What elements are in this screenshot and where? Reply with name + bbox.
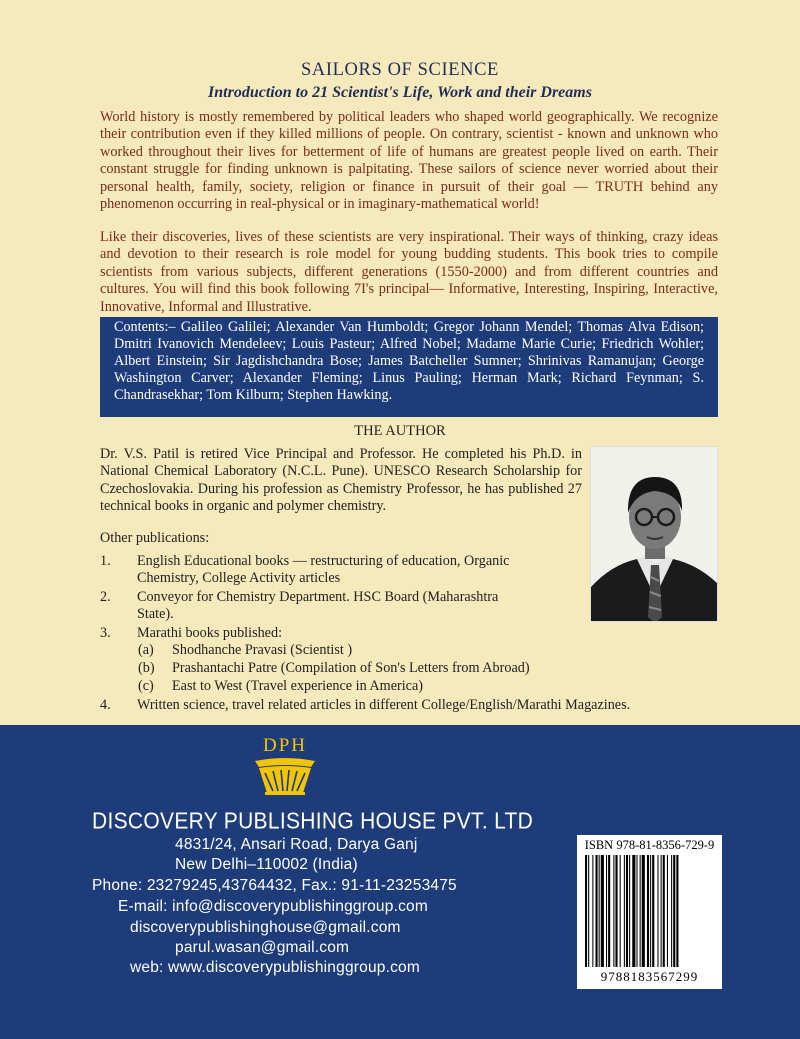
barcode-bar xyxy=(661,855,662,967)
barcode-bar xyxy=(626,855,628,967)
publication-item xyxy=(100,625,582,643)
barcode-bar xyxy=(629,855,630,967)
barcode-bar xyxy=(608,855,610,967)
publication-item xyxy=(100,589,582,625)
marathi-book-letter: (c) xyxy=(138,678,154,694)
book-stack-icon xyxy=(245,735,325,797)
publication-item xyxy=(100,553,582,589)
contents-box: Contents:– Galileo Galilei; Alexander Van Humboldt; Gregor Johann Mendel; Thomas Alva Edison; Dmitri Ivanovich Mendeleev; Louis Pasteur; Alfred Nobel; Madame Marie Curie; Friedrich Wohler; Albert Einstein; Sir Jagdishchandra Bose; James Batcheller Sumner; Shrinivas Ramanujan; George Washington Carver; Alexander Fleming; Linus Pauling; Herman Mark; Richard Feynman; S. Chandrasekhar; Tom Kilburn; Stephen Hawking. xyxy=(100,317,718,417)
barcode-bar xyxy=(652,855,654,967)
marathi-book-title: East to West (Travel experience in America) xyxy=(172,678,423,694)
barcode-bar xyxy=(640,855,641,967)
marathi-book-title: Shodhanche Pravasi (Scientist ) xyxy=(172,642,353,658)
author-bio: Dr. V.S. Patil is retired Vice Principal and Professor. He completed his Ph.D. in National Chemical Laboratory (N.C.L. Pune). UNESCO Research Scholarship for Czechoslovakia. During his profession as Chemistry Professor, he has published 27 technical books in organic and polymer chemistry. xyxy=(100,446,582,515)
barcode-bar xyxy=(606,855,607,967)
publication-text: Marathi books published: xyxy=(137,625,283,641)
barcode-bar xyxy=(615,855,617,967)
barcode-bar xyxy=(667,855,668,967)
barcode-bar xyxy=(636,855,637,967)
publication-text: English Educational books — restructuring of education, Organic Chemistry, College Activity articles xyxy=(137,553,510,587)
barcode-bar xyxy=(599,855,600,967)
publisher-email: E-mail: info@discoverypublishinggroup.com xyxy=(118,898,428,915)
barcode-bar xyxy=(624,855,625,967)
book-title: SAILORS OF SCIENCE xyxy=(301,60,499,80)
publication-number: 2. xyxy=(100,589,111,605)
marathi-book-letter: (a) xyxy=(138,642,154,658)
barcode-bar xyxy=(650,855,651,967)
barcode-bar xyxy=(592,855,593,967)
barcode-bar xyxy=(673,855,675,967)
barcode-bar xyxy=(601,855,604,967)
isbn-label: ISBN 978-81-8356-729-9 xyxy=(584,838,715,852)
publisher-name: DISCOVERY PUBLISHING HOUSE PVT. LTD xyxy=(92,809,534,834)
isbn-barcode xyxy=(577,835,722,989)
author-heading: THE AUTHOR xyxy=(354,423,446,439)
barcode-bar xyxy=(642,855,645,967)
barcode-digits: 9788183567299 xyxy=(600,969,699,984)
barcode-bar xyxy=(663,855,665,967)
barcode-bar xyxy=(657,855,658,967)
publisher-email: discoverypublishinghouse@gmail.com xyxy=(130,919,401,936)
barcode-bar xyxy=(585,855,587,967)
barcode-bar xyxy=(632,855,635,967)
barcode-bar xyxy=(588,855,589,967)
other-publications-heading: Other publications: xyxy=(100,530,210,546)
author-portrait-image xyxy=(591,447,718,622)
barcode-bar xyxy=(613,855,614,967)
publication-number: 3. xyxy=(100,625,111,641)
publisher-phone: Phone: 23279245,43764432, Fax.: 91-11-23253475 xyxy=(92,877,457,894)
publisher-email: parul.wasan@gmail.com xyxy=(175,939,350,956)
publisher-address-line: New Delhi–110002 (India) xyxy=(175,856,358,873)
barcode-bar xyxy=(596,855,598,967)
barcode-bar xyxy=(647,855,649,967)
book-subtitle: Introduction to 21 Scientist's Life, Work and their Dreams xyxy=(208,84,592,101)
publication-number: 1. xyxy=(100,553,111,569)
marathi-book-letter: (b) xyxy=(138,660,155,676)
author-photo xyxy=(590,446,718,622)
publisher-logo xyxy=(245,735,325,797)
publication-item xyxy=(100,697,740,715)
publication-text: Written science, travel related articles in different College/English/Marathi Magazines. xyxy=(137,697,631,713)
blurb-paragraph: World history is mostly remembered by political leaders who shaped world geographically. We recognize their contribution even if they killed millions of people. On contrary, scientist - known and unknown who worked throughout their lives for betterment of life of humans are greatest people lived on earth. Their constant struggle for finding unknown is palpitating. These sailors of science never worried about their personal health, family, society, religion or finance in pursuit of their goal — TRUTH behind any phenomenon occurring in real-physical or in imaginary-mathematical world! xyxy=(100,109,718,213)
barcode-bar xyxy=(676,855,678,967)
blurb-paragraph: Like their discoveries, lives of these scientists are very inspirational. Their ways of thinking, crazy ideas and devotion to their research is role model for young budding students. This book tries to compile scientists from various subjects, different generations (1550-2000) and from different countries and cultures. You will find this book following 7I's principal— Informative, Interesting, Inspiring, Interactive, Innovative, Informal and Illustrative. xyxy=(100,229,718,315)
barcode-bar xyxy=(620,855,621,967)
publication-number: 4. xyxy=(100,697,111,713)
marathi-book-title: Prashantachi Patre (Compilation of Son's Letters from Abroad) xyxy=(172,660,530,676)
publisher-address-line: 4831/24, Ansari Road, Darya Ganj xyxy=(175,836,418,853)
barcode-bars xyxy=(577,835,722,989)
cover-lower-panel xyxy=(0,725,800,1039)
barcode-bar xyxy=(671,855,672,967)
publication-text: Conveyor for Chemistry Department. HSC Board (Maharashtra State). xyxy=(137,589,499,623)
logo-text: DPH xyxy=(262,735,307,756)
publisher-website: web: www.discoverypublishinggroup.com xyxy=(130,959,420,976)
